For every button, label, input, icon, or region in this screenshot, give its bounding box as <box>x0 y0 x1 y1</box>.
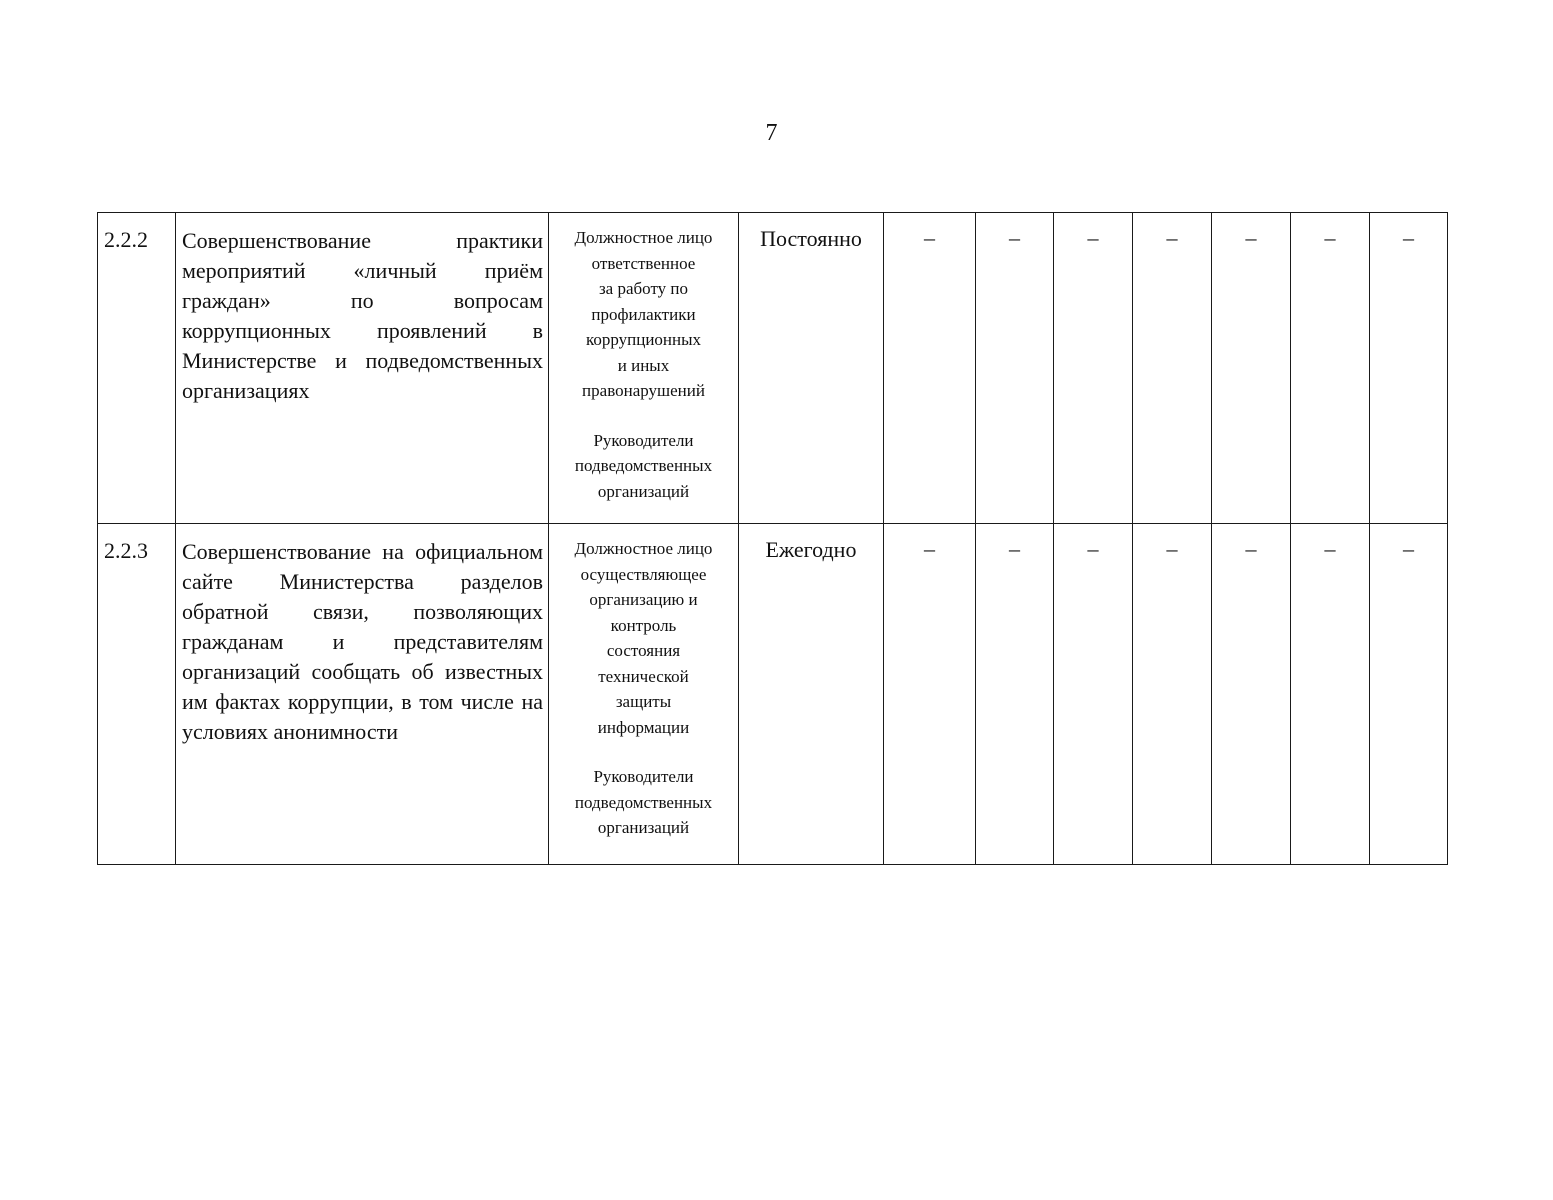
value-cell: – <box>1370 213 1448 524</box>
responsible-line: профилактики <box>591 304 696 324</box>
value-cell: – <box>976 524 1054 865</box>
value-cell: – <box>1133 524 1212 865</box>
responsible-line: организацию и <box>589 590 698 609</box>
responsible-line: организаций <box>597 818 690 837</box>
spacer <box>551 404 736 428</box>
responsible-line: организаций <box>597 481 690 501</box>
spacer <box>551 740 736 764</box>
responsible-line: за работу по <box>598 279 689 298</box>
responsible-line: контроль <box>610 615 677 635</box>
measure-name: Совершенствование на официальном сайте Министерства разделов обратной связи, позволяющих гражданам и представителям организаций сообщать об известных им фактах коррупции, в том числе на условиях анонимности <box>176 524 549 865</box>
value-cell: – <box>1212 213 1291 524</box>
term-cell: Постоянно <box>739 213 884 524</box>
measure-name: Совершенствование практики мероприятий «личный приём граждан» по вопросам коррупционных проявлений в Министерстве и подведомственных организациях <box>176 213 549 524</box>
responsible-line: осуществляющее <box>580 564 707 584</box>
responsible-line: коррупционных <box>585 330 702 349</box>
responsible-line: подведомственных <box>574 456 713 475</box>
responsible-line: подведомственных <box>574 792 713 812</box>
responsible-line: ответственное <box>591 253 696 273</box>
page-number: 7 <box>765 120 778 146</box>
value-cell: – <box>1291 213 1370 524</box>
responsible-line: Руководители <box>593 430 694 450</box>
value-cell: – <box>1291 524 1370 865</box>
table-row <box>98 213 1448 524</box>
responsible-line: информации <box>597 717 690 737</box>
responsible-line: защиты <box>615 692 672 711</box>
responsible-line: и иных <box>617 355 670 375</box>
value-cell: – <box>976 213 1054 524</box>
responsible-line: технической <box>598 666 689 686</box>
value-cell: – <box>1133 213 1212 524</box>
value-cell: – <box>884 524 976 865</box>
item-number: 2.2.2 <box>98 213 176 524</box>
value-cell: – <box>1054 213 1133 524</box>
table-row <box>98 524 1448 865</box>
responsible-cell <box>549 213 739 524</box>
value-cell: – <box>1212 524 1291 865</box>
responsible-line: состояния <box>606 641 681 660</box>
responsible-line: Должностное лицо <box>574 228 713 247</box>
value-cell: – <box>884 213 976 524</box>
responsible-cell <box>549 524 739 865</box>
term-cell: Ежегодно <box>739 524 884 865</box>
item-number: 2.2.3 <box>98 524 176 865</box>
responsible-line: Должностное лицо <box>574 539 713 558</box>
measures-table <box>97 212 1448 865</box>
value-cell: – <box>1370 524 1448 865</box>
responsible-line: Руководители <box>593 767 694 786</box>
responsible-line: правонарушений <box>582 381 705 400</box>
value-cell: – <box>1054 524 1133 865</box>
